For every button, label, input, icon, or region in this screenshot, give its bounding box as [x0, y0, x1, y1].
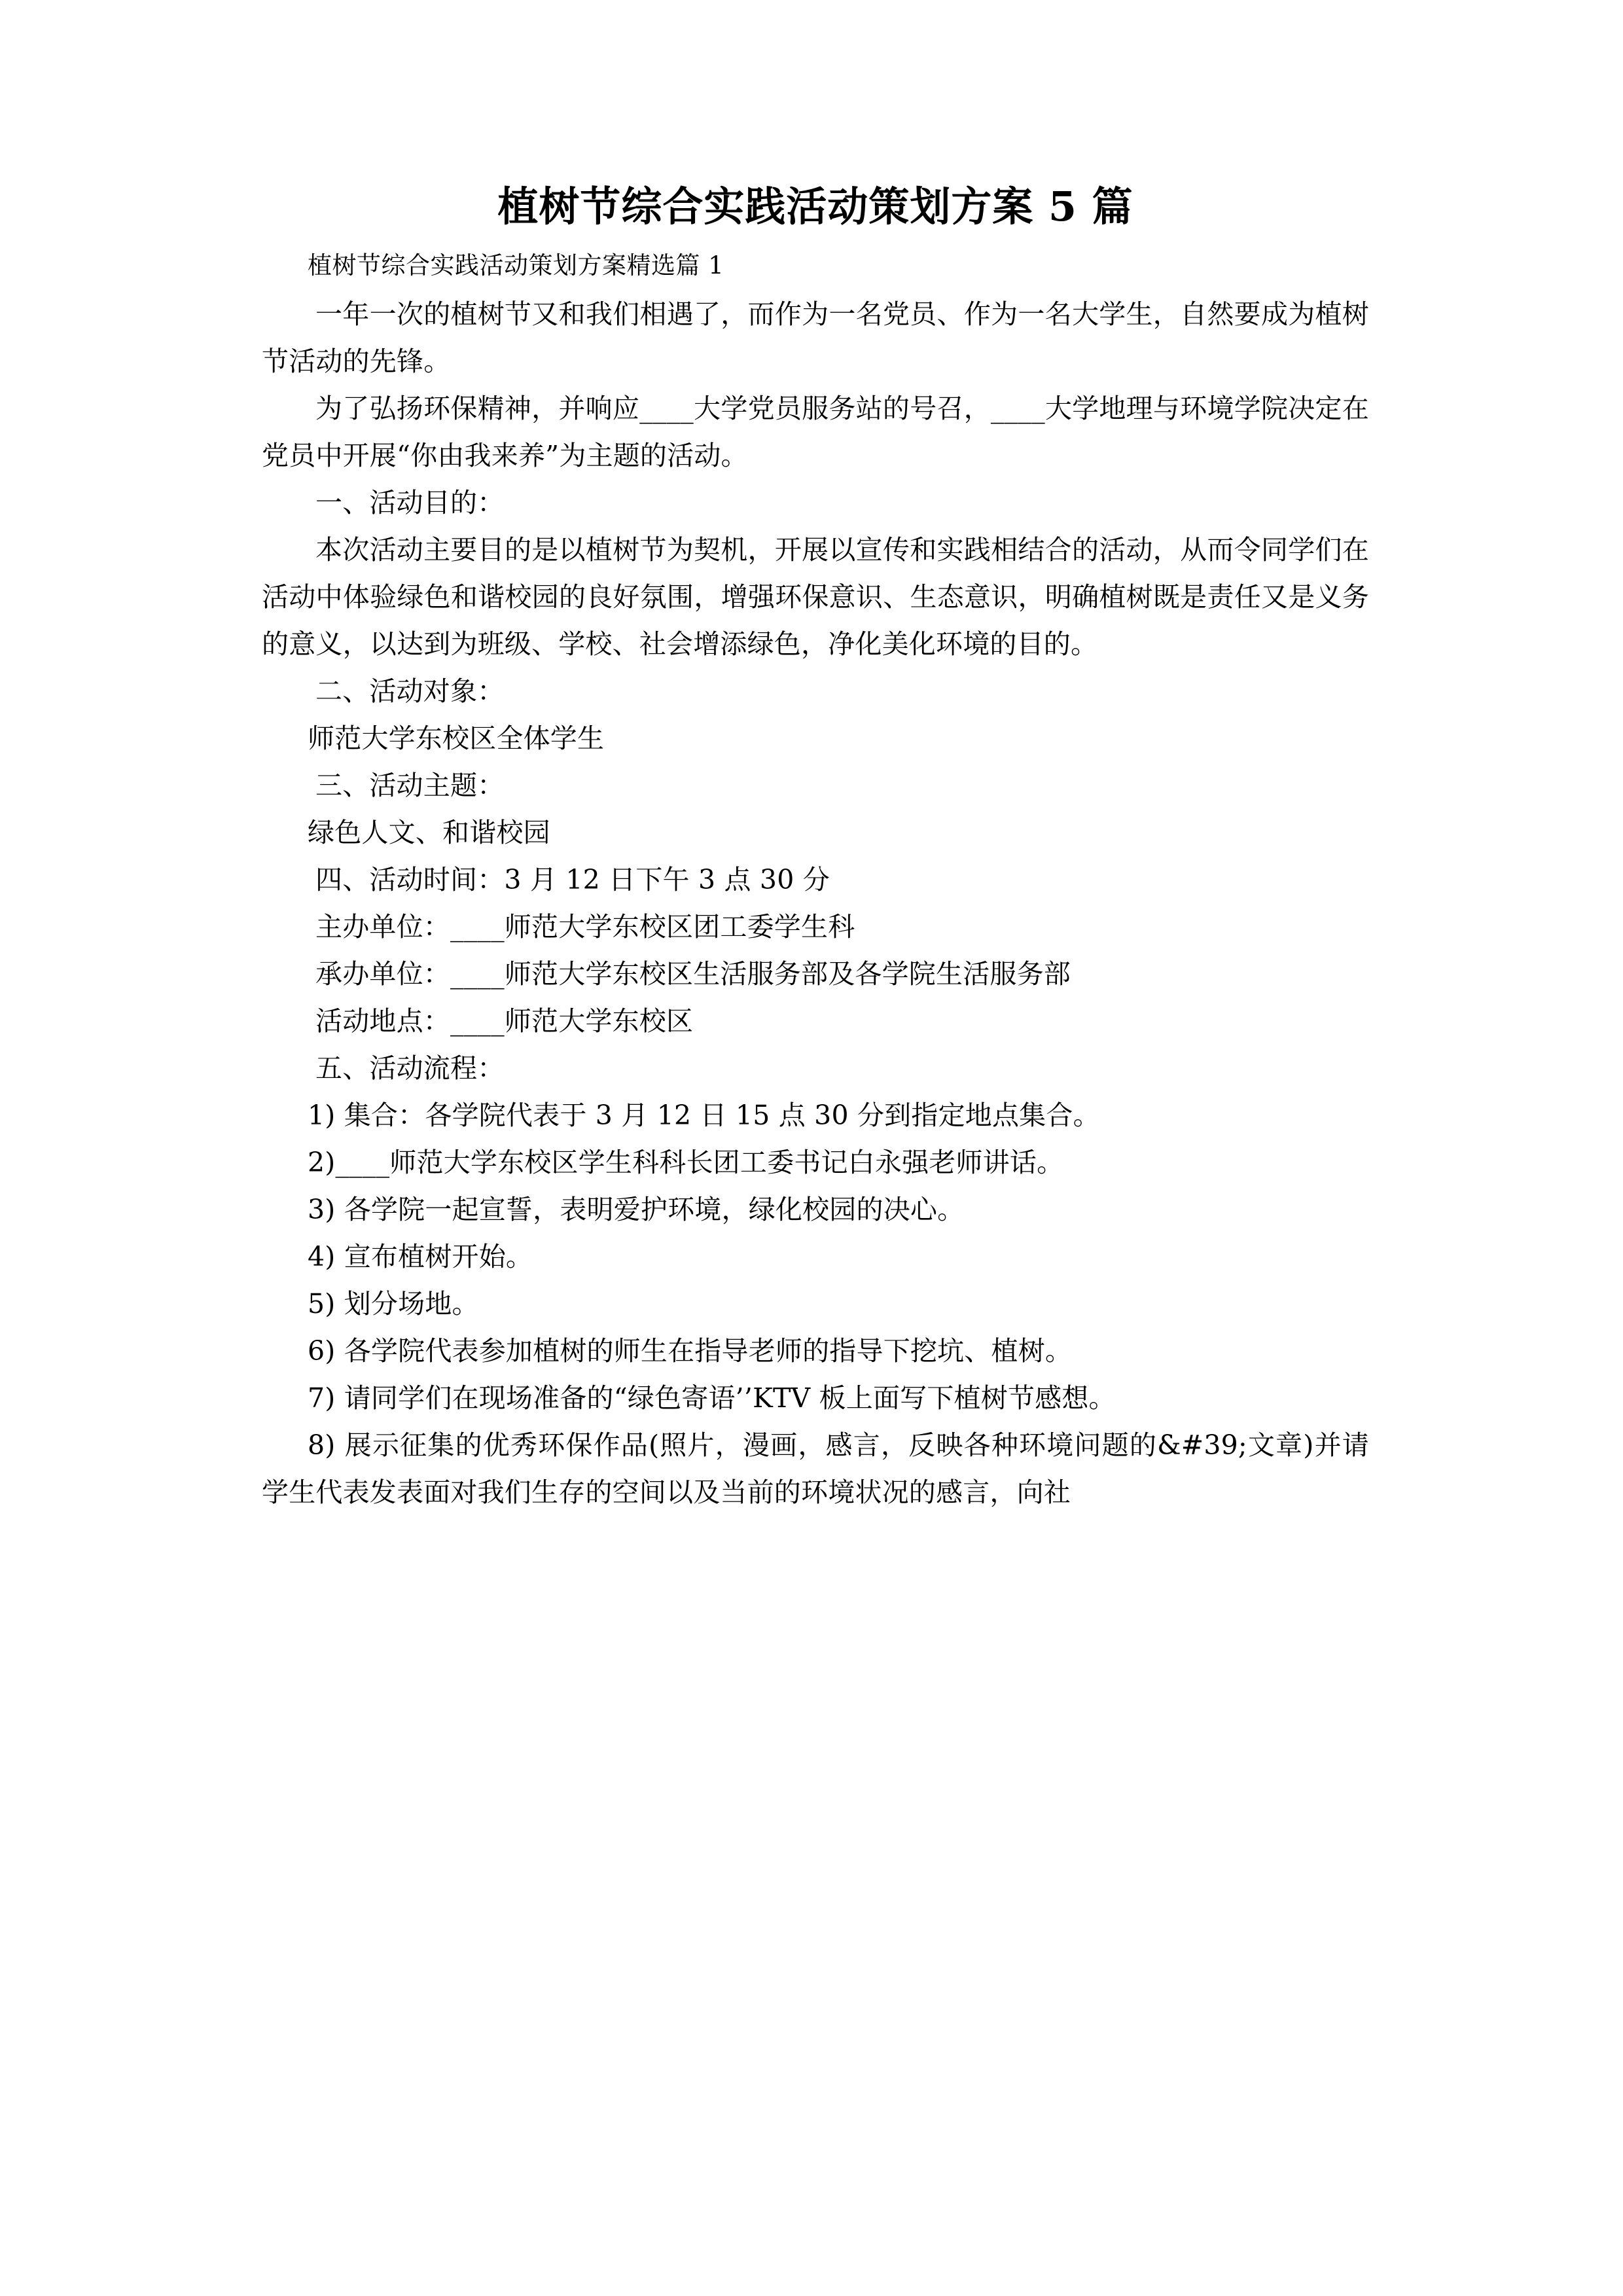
- section-heading-4: 四、活动时间：3 月 12 日下午 3 点 30 分: [315, 864, 830, 895]
- section-heading-3: 三、活动主题：: [315, 770, 505, 801]
- paragraph-activity-theme: 绿色人文、和谐校园: [308, 817, 550, 848]
- section-heading-5: 五、活动流程：: [315, 1052, 505, 1084]
- section-heading-1: 一、活动目的：: [315, 487, 505, 518]
- paragraph-intro-1: 一年一次的植树节又和我们相遇了，而作为一名党员、作为一名大学生，自然要成为植树节活动的先锋。: [262, 298, 1369, 377]
- page-title: 植树节综合实践活动策划方案 5 篇: [497, 183, 1133, 230]
- paragraph-coorganizer: 承办单位：____师范大学东校区生活服务部及各学院生活服务部: [315, 958, 1071, 990]
- list-item-step-5: 5) 划分场地。: [308, 1288, 479, 1319]
- paragraph-activity-audience: 师范大学东校区全体学生: [308, 723, 605, 754]
- list-item-step-8: 8) 展示征集的优秀环保作品(照片，漫画，感言，反映各种环境问题的&#39;文章)并请学生代表发表面对我们生存的空间以及当前的环境状况的感言，向社: [262, 1429, 1369, 1508]
- paragraph-activity-purpose: 本次活动主要目的是以植树节为契机，开展以宣传和实践相结合的活动，从而令同学们在活动中体验绿色和谐校园的良好氛围，增强环保意识、生态意识，明确植树既是责任又是义务的意义，以达到为班级、学校、社会增添绿色，净化美化环境的目的。: [262, 534, 1369, 660]
- paragraph-organizer: 主办单位：____师范大学东校区团工委学生科: [315, 911, 855, 942]
- list-item-step-4: 4) 宣布植树开始。: [308, 1241, 533, 1272]
- section-heading-2: 二、活动对象：: [315, 675, 505, 707]
- list-item-step-7: 7) 请同学们在现场准备的“绿色寄语’’KTV 板上面写下植树节感想。: [308, 1382, 1116, 1414]
- list-item-step-1: 1) 集合：各学院代表于 3 月 12 日 15 点 30 分到指定地点集合。: [308, 1100, 1100, 1131]
- document-content: [262, 175, 1369, 1516]
- document-subtitle: 植树节综合实践活动策划方案精选篇 1: [308, 251, 724, 279]
- list-item-step-3: 3) 各学院一起宣誓，表明爱护环境，绿化校园的决心。: [308, 1194, 965, 1225]
- paragraph-location: 活动地点：____师范大学东校区: [315, 1005, 694, 1037]
- list-item-step-2: 2)____师范大学东校区学生科科长团工委书记白永强老师讲话。: [308, 1147, 1064, 1178]
- paragraph-intro-2: 为了弘扬环保精神，并响应____大学党员服务站的号召，____大学地理与环境学院决定在党员中开展“你由我来养”为主题的活动。: [262, 393, 1369, 471]
- list-item-step-6: 6) 各学院代表参加植树的师生在指导老师的指导下挖坑、植树。: [308, 1335, 1073, 1367]
